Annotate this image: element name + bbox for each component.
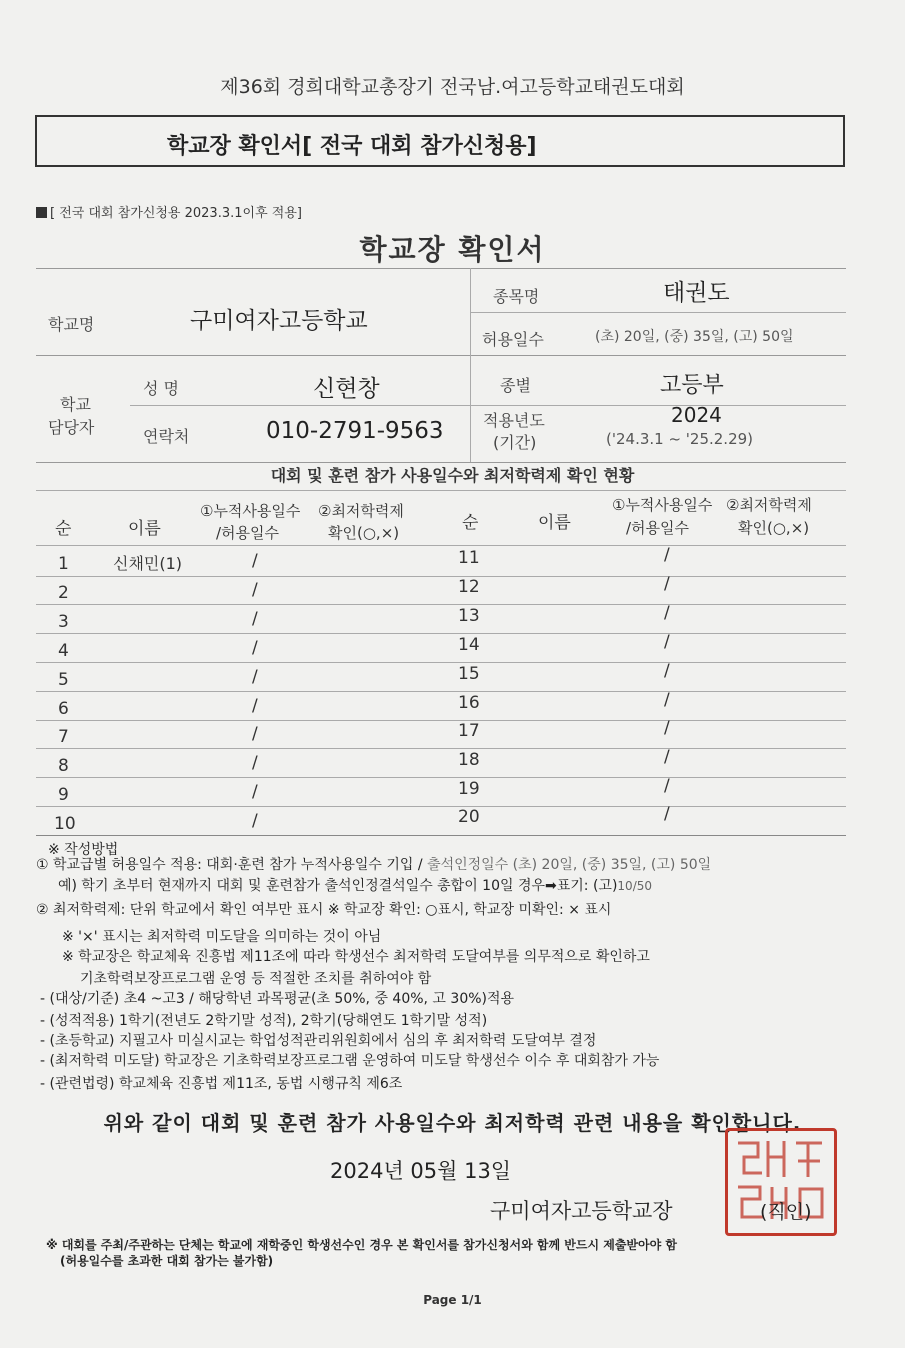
row-no: 18 (458, 750, 480, 770)
row-days: / (252, 609, 258, 629)
divider (130, 405, 846, 406)
col-check-right-1: ②최저학력제 (726, 496, 812, 514)
divider (36, 662, 846, 663)
banner-title: 학교장 확인서[ 전국 대회 참가신청용] (167, 134, 537, 159)
row-days: / (252, 638, 258, 658)
row-days: / (252, 551, 258, 571)
col-days-right-2: /허용일수 (626, 519, 690, 537)
row-days: / (252, 811, 258, 831)
row-no: 14 (458, 635, 480, 655)
school-value: 구미여자고등학교 (190, 308, 368, 334)
instruction-line: ※ '×' 표시는 최저학력 미도달을 의미하는 것이 아님 (62, 929, 382, 945)
row-days: / (664, 747, 670, 767)
name-value: 신현창 (313, 376, 380, 402)
row-days: / (664, 690, 670, 710)
col-check-left-1: ②최저학력제 (318, 502, 404, 520)
instruction-line-2a: 예) 학기 초부터 현재까지 대회 및 훈련참가 출석인정결석일수 총합이 10일 경우➡표기: (고) (58, 878, 618, 894)
instruction-line: - (대상/기준) 초4 ~고3 / 해당학년 과목평균(초 50%, 중 40%, 고 30%)적용 (40, 991, 515, 1007)
row-days: / (252, 580, 258, 600)
instruction-line: - (최저학력 미도달) 학교장은 기초학력보장프로그램 운영하여 미도달 학생선수 이수 후 대회참가 가능 (40, 1053, 660, 1069)
col-name-right: 이름 (538, 513, 571, 533)
divider (36, 355, 846, 356)
divider (36, 691, 846, 692)
row-days: / (664, 632, 670, 652)
col-check-left-2: 확인(○,×) (328, 524, 400, 542)
instruction-line-1a: ① 학교급별 허용일수 적용: 대회·훈련 참가 누적사용일수 기입 / (36, 857, 428, 873)
row-no: 5 (58, 670, 69, 690)
col-name-left: 이름 (128, 519, 161, 539)
row-no: 2 (58, 583, 69, 603)
document-title: 학교장 확인서 (359, 233, 546, 266)
row-no: 3 (58, 612, 69, 632)
row-no: 16 (458, 693, 480, 713)
row-no: 4 (58, 641, 69, 661)
allowed-days-label: 허용일수 (482, 330, 544, 349)
confirmation-statement: 위와 같이 대회 및 훈련 참가 사용일수와 최저학력 관련 내용을 확인합니다. (103, 1111, 802, 1135)
page-number: Page 1/1 (423, 1293, 482, 1307)
instruction-line: - (성적적용) 1학기(전년도 2학기말 성적), 2학기(당해연도 1학기말 성적) (40, 1013, 488, 1029)
divider (36, 268, 846, 269)
footer-note (46, 1237, 846, 1269)
row-no: 7 (58, 727, 69, 747)
category-value: 고등부 (660, 373, 724, 398)
allowed-days-value: (초) 20일, (중) 35일, (고) 50일 (595, 329, 794, 345)
instruction-line (36, 858, 711, 872)
category-label: 종별 (500, 376, 531, 395)
row-days: / (252, 696, 258, 716)
period-value: ('24.3.1 ~ '25.2.29) (606, 430, 754, 448)
year-label-2: (기간) (493, 433, 537, 452)
divider (36, 604, 846, 605)
divider (36, 777, 846, 778)
row-no: 17 (458, 721, 480, 741)
row-days: / (664, 661, 670, 681)
contact-label: 연락처 (143, 427, 190, 446)
instruction-line (58, 879, 652, 893)
instructions-heading: ※ 작성방법 (48, 842, 119, 858)
instruction-line: - (초등학교) 지필고사 미실시교는 학업성적관리위원회에서 심의 후 최저학력 도달여부 결정 (40, 1033, 597, 1049)
col-check-right-2: 확인(○,×) (738, 519, 810, 537)
col-days-right-1: ①누적사용일수 (612, 496, 713, 514)
manager-label-1: 학교 (60, 395, 91, 414)
divider (36, 806, 846, 807)
instruction-line-2b: 10/50 (617, 879, 653, 893)
instruction-line: - (관련법령) 학교체육 진흥법 제11조, 동법 시행규칙 제6조 (40, 1076, 403, 1092)
name-label: 성 명 (143, 379, 179, 398)
apply-note (36, 202, 302, 221)
manager-label-2: 담당자 (48, 418, 95, 437)
banner-box (35, 115, 845, 167)
divider (36, 633, 846, 634)
square-bullet-icon (36, 207, 47, 218)
row-no: 1 (58, 554, 69, 574)
divider (470, 312, 846, 313)
row-no: 19 (458, 779, 480, 799)
row-days: / (252, 724, 258, 744)
col-no-right: 순 (462, 513, 479, 533)
divider (36, 545, 846, 546)
instruction-line-1b: 출석인정일수 (초) 20일, (중) 35일, (고) 50일 (427, 857, 712, 873)
sport-value: 태권도 (663, 280, 730, 306)
row-days: / (664, 776, 670, 796)
row-days: / (252, 667, 258, 687)
row-no: 8 (58, 756, 69, 776)
row-no: 15 (458, 664, 480, 684)
row-days: / (664, 804, 670, 824)
divider (36, 490, 846, 491)
divider (36, 748, 846, 749)
row-days: / (252, 782, 258, 802)
school-label: 학교명 (48, 315, 95, 334)
row-days: / (664, 603, 670, 623)
principal-name: 구미여자고등학교장 (490, 1199, 673, 1223)
row-days: / (664, 545, 670, 565)
instruction-line: 기초학력보장프로그램 운영 등 적절한 조치를 취하여야 함 (80, 971, 432, 987)
issue-date: 2024년 05월 13일 (330, 1159, 512, 1183)
footer-note-line-2: (허용일수를 초과한 대회 참가는 불가함) (60, 1254, 274, 1269)
row-no: 20 (458, 807, 480, 827)
instruction-line: ※ 학교장은 학교체육 진흥법 제11조에 따라 학생선수 최저학력 도달여부를 의무적으로 확인하고 (62, 949, 650, 965)
table-section-title: 대회 및 훈련 참가 사용일수와 최저학력제 확인 현황 (270, 466, 635, 485)
row-days: / (664, 718, 670, 738)
contact-value: 010-2791-9563 (266, 418, 444, 444)
divider (36, 835, 846, 836)
apply-note-text: [ 전국 대회 참가신청용 2023.3.1이후 적용] (50, 206, 302, 221)
row-no: 12 (458, 577, 480, 597)
instruction-line: ② 최저학력제: 단위 학교에서 확인 여부만 표시 ※ 학교장 확인: ○표시, 학교장 미확인: × 표시 (36, 902, 612, 918)
row-days: / (252, 753, 258, 773)
row-no: 13 (458, 606, 480, 626)
year-label-1: 적용년도 (483, 411, 545, 430)
year-value: 2024 (671, 403, 722, 427)
row-days: / (664, 574, 670, 594)
row-name: 신채민(1) (113, 554, 183, 573)
sport-label: 종목명 (493, 287, 540, 306)
divider (36, 720, 846, 721)
divider (470, 268, 471, 462)
row-no: 9 (58, 785, 69, 805)
divider (36, 576, 846, 577)
row-no: 11 (458, 548, 480, 568)
event-title: 제36회 경희대학교총장기 전국남.여고등학교태권도대회 (220, 76, 685, 98)
col-days-left-2: /허용일수 (216, 524, 280, 542)
row-no: 10 (54, 814, 76, 834)
row-no: 6 (58, 699, 69, 719)
footer-note-line-1: ※ 대회를 주최/주관하는 단체는 학교에 재학중인 학생선수인 경우 본 확인서를 참가신청서와 함께 반드시 제출받아야 함 (46, 1238, 677, 1252)
col-no-left: 순 (55, 519, 72, 539)
col-days-left-1: ①누적사용일수 (200, 502, 301, 520)
seal-label: (직인) (760, 1201, 812, 1223)
